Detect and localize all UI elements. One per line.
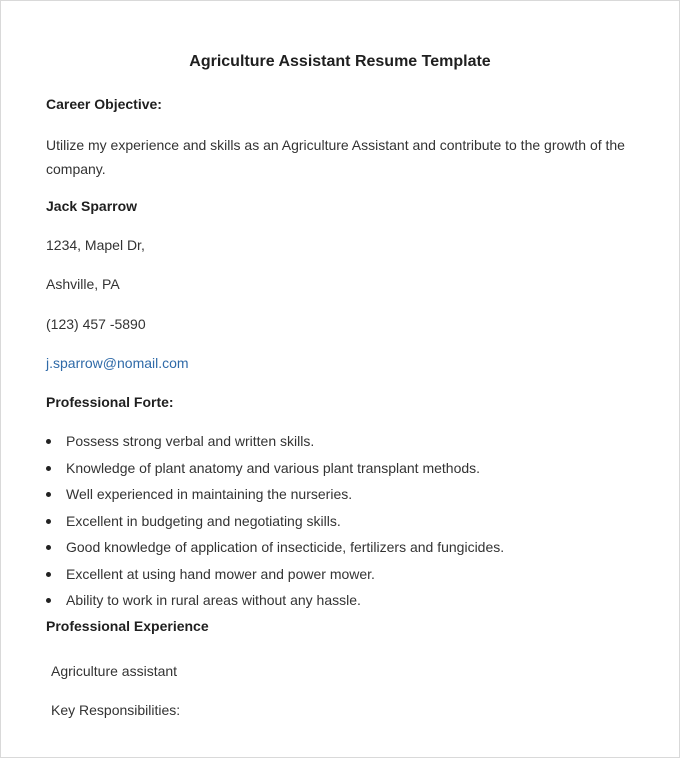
key-responsibilities-label: Key Responsibilities:	[51, 702, 181, 718]
page-title: Agriculture Assistant Resume Template	[189, 53, 491, 70]
bullet-icon	[46, 598, 51, 603]
address-line-2: Ashville, PA	[46, 276, 120, 292]
bullet-icon	[46, 572, 51, 577]
list-item	[46, 590, 504, 617]
bullet-icon	[46, 519, 51, 524]
skills-list	[46, 431, 504, 617]
list-item-text: Knowledge of plant anatomy and various plant transplant methods.	[66, 459, 481, 476]
list-item	[46, 458, 504, 485]
list-item	[46, 431, 504, 458]
list-item-text: Excellent in budgeting and negotiating skills.	[66, 512, 341, 529]
address-line-1: 1234, Mapel Dr,	[46, 237, 145, 253]
list-item-text: Well experienced in maintaining the nurseries.	[66, 486, 353, 502]
list-item-text: Excellent at using hand mower and power mower.	[66, 565, 375, 582]
career-objective-heading: Career Objective:	[46, 96, 162, 112]
list-item	[46, 537, 504, 564]
email-link[interactable]: j.sparrow@nomail.com	[46, 355, 189, 371]
professional-forte-heading: Professional Forte:	[46, 394, 174, 410]
list-item	[46, 511, 504, 538]
list-item	[46, 484, 504, 511]
job-title: Agriculture assistant	[51, 663, 178, 679]
candidate-name: Jack Sparrow	[46, 198, 138, 214]
list-item-text: Good knowledge of application of insecticide, fertilizers and fungicides.	[66, 539, 505, 555]
phone-number: (123) 457 -5890	[46, 316, 146, 332]
bullet-icon	[46, 439, 51, 444]
list-item	[46, 564, 504, 591]
bullet-icon	[46, 492, 51, 497]
list-item-text: Possess strong verbal and written skills.	[66, 433, 315, 449]
list-item-text: Ability to work in rural areas without any hassle.	[66, 592, 361, 608]
professional-experience-heading: Professional Experience	[46, 618, 209, 634]
career-objective-text: Utilize my experience and skills as an Agriculture Assistant and contribute to the growth of the company.	[46, 137, 625, 177]
bullet-icon	[46, 545, 51, 550]
bullet-icon	[46, 466, 51, 471]
